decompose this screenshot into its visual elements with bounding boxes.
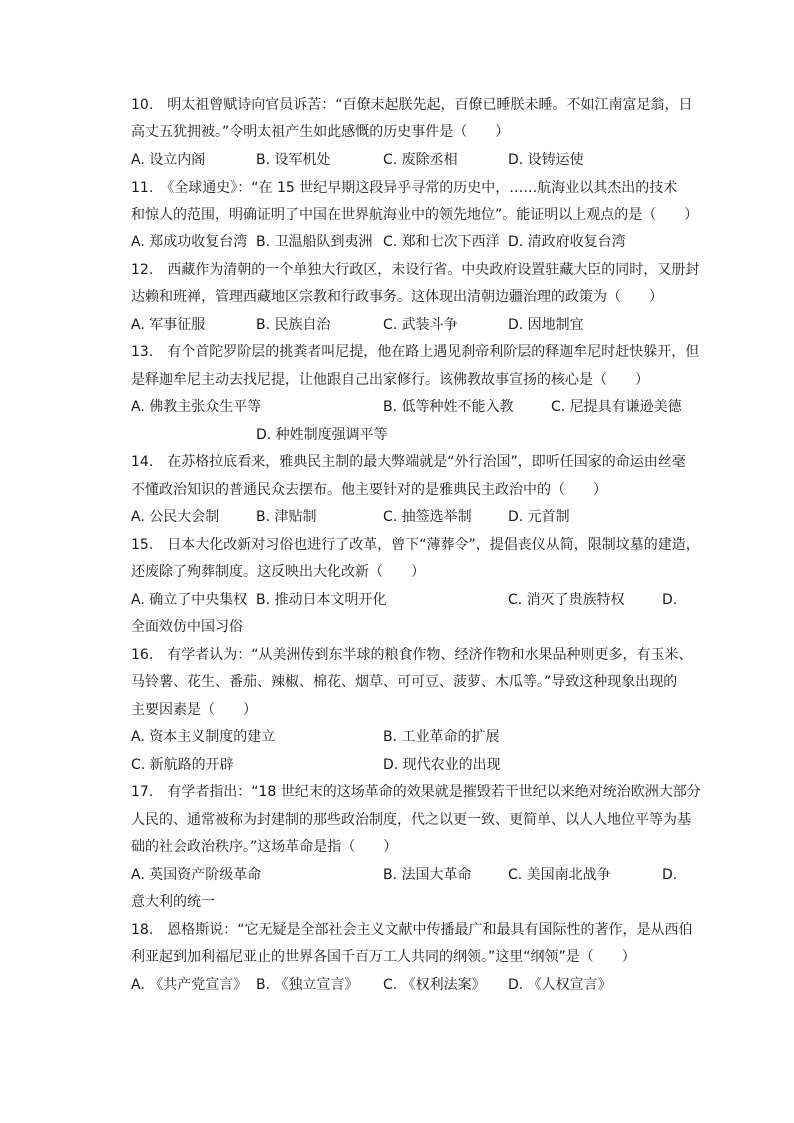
question-16-line-1: 16. 有学者认为：“从美洲传到东半球的粮食作物、经济作物和水果品种则更多，有玉米、 bbox=[131, 647, 693, 663]
question-18-option-a: A. 《共产党宣言》 bbox=[131, 977, 248, 993]
question-17-option-a: A. 英国资产阶级革命 bbox=[131, 867, 262, 883]
question-11-option-a: A. 郑成功收复台湾 bbox=[131, 234, 248, 250]
question-10-line-2: 高丈五犹拥被。”令明太祖产生如此感慨的历史事件是（ ） bbox=[131, 124, 510, 140]
question-17-option-c: C. 美国南北战争 bbox=[508, 867, 611, 883]
question-18-line-1: 18. 恩格斯说：“它无疑是全部社会主义文献中传播最广和最具有国际性的著作，是从西伯 bbox=[131, 922, 693, 938]
question-14-line-1: 14. 在苏格拉底看来，雅典民主制的最大弊端就是“外行治国”，即听任国家的命运由丝毫 bbox=[131, 454, 686, 470]
question-16-option-a: A. 资本主义制度的建立 bbox=[131, 729, 276, 745]
question-15-line-2: 还废除了殉葬制度。这反映出大化改新（ ） bbox=[131, 564, 425, 580]
question-12-line-1: 12. 西藏作为清朝的一个单独大行政区，未设行省。中央政府设置驻藏大臣的同时，又册封 bbox=[131, 262, 700, 278]
question-11-line-2: 和惊人的范围，明确证明了中国在世界航海业中的领先地位”。能证明以上观点的是（ ） bbox=[131, 207, 699, 223]
question-10-option-c: C. 废除丞相 bbox=[383, 152, 458, 168]
question-16-option-b: B. 工业革命的扩展 bbox=[383, 729, 500, 745]
question-10-line-1: 10. 明太祖曾赋诗向官员诉苦：“百僚未起朕先起，百僚已睡朕未睡。不如江南富足翁，日 bbox=[131, 97, 693, 113]
question-12-option-a: A. 军事征服 bbox=[131, 317, 206, 333]
question-12-option-d: D. 因地制宜 bbox=[508, 317, 584, 333]
question-17-option-d-text: 意大利的统一 bbox=[131, 894, 215, 910]
question-15-option-d-text: 全面效仿中国习俗 bbox=[131, 619, 243, 635]
question-10-option-b: B. 设军机处 bbox=[256, 152, 331, 168]
question-15-line-1: 15. 日本大化改新对习俗也进行了改革，曾下“薄葬令”，提倡丧仪从简，限制坟墓的建造， bbox=[131, 537, 700, 553]
question-13-line-2: 是释迦牟尼主动去找尼提，让他跟自己出家修行。该佛教故事宣扬的核心是（ ） bbox=[131, 372, 649, 388]
question-18-option-c: C. 《权利法案》 bbox=[383, 977, 486, 993]
question-17-line-3: 础的社会政治秩序。”这场革命是指（ ） bbox=[131, 839, 398, 855]
question-13-option-a: A. 佛教主张众生平等 bbox=[131, 399, 262, 415]
question-11-option-c: C. 郑和七次下西洋 bbox=[383, 234, 500, 250]
question-11-line-1: 11. 《全球通史》：“在 15 世纪早期这段异乎寻常的历史中，……航海业以其杰出的技术 bbox=[131, 180, 678, 196]
question-12-line-2: 达赖和班禅，管理西藏地区宗教和行政事务。这体现出清朝边疆治理的政策为（ ） bbox=[131, 289, 663, 305]
question-15-option-b: B. 推动日本文明开化 bbox=[256, 592, 387, 608]
question-15-option-c: C. 消灭了贵族特权 bbox=[508, 592, 625, 608]
question-12-option-b: B. 民族自治 bbox=[256, 317, 331, 333]
question-14-option-c: C. 抽签选举制 bbox=[383, 509, 472, 525]
question-16-line-3: 主要因素是（ ） bbox=[131, 702, 257, 718]
question-14-option-a: A. 公民大会制 bbox=[131, 509, 220, 525]
question-14-option-d: D. 元首制 bbox=[508, 509, 570, 525]
question-17-line-2: 人民的、通常被称为封建制的那些政治制度，代之以更一致、更简单、以人人地位平等为基 bbox=[131, 812, 691, 828]
question-17-option-b: B. 法国大革命 bbox=[383, 867, 472, 883]
question-10-option-d: D. 设铸运使 bbox=[508, 152, 584, 168]
question-12-option-c: C. 武装斗争 bbox=[383, 317, 458, 333]
question-18-line-2: 利亚起到加利福尼亚止的世界各国千百万工人共同的纲领。”这里“纲领”是（ ） bbox=[131, 949, 636, 965]
question-10-option-a: A. 设立内阁 bbox=[131, 152, 206, 168]
question-14-option-b: B. 津贴制 bbox=[256, 509, 317, 525]
question-13-option-c: C. 尼提具有谦逊美德 bbox=[551, 399, 682, 415]
question-17-line-1: 17. 有学者指出：“18 世纪末的这场革命的效果就是摧毁若干世纪以来绝对统治欧洲大部分 bbox=[131, 784, 701, 800]
question-13-line-1: 13. 有个首陀罗阶层的挑粪者叫尼提，他在路上遇见刹帝利阶层的释迦牟尼时赶快躲开，但 bbox=[131, 344, 700, 360]
question-16-line-2: 马铃薯、花生、番茄、辣椒、棉花、烟草、可可豆、菠萝、木瓜等。”导致这种现象出现的 bbox=[131, 674, 678, 690]
question-13-option-d: D. 种姓制度强调平等 bbox=[256, 427, 388, 443]
question-17-option-d-letter: D. bbox=[662, 867, 678, 883]
question-15-option-d-letter: D. bbox=[662, 592, 678, 608]
question-18-option-d: D. 《人权宣言》 bbox=[508, 977, 612, 993]
question-11-option-b: B. 卫温船队到夷洲 bbox=[256, 234, 373, 250]
question-13-option-b: B. 低等种姓不能入教 bbox=[383, 399, 514, 415]
question-18-option-b: B. 《独立宣言》 bbox=[256, 977, 359, 993]
question-11-option-d: D. 清政府收复台湾 bbox=[508, 234, 626, 250]
question-16-option-d: D. 现代农业的出现 bbox=[383, 757, 501, 773]
question-14-line-2: 不懂政治知识的普通民众去摆布。他主要针对的是雅典民主政治中的（ ） bbox=[131, 482, 607, 498]
question-15-option-a: A. 确立了中央集权 bbox=[131, 592, 248, 608]
question-16-option-c: C. 新航路的开辟 bbox=[131, 757, 234, 773]
